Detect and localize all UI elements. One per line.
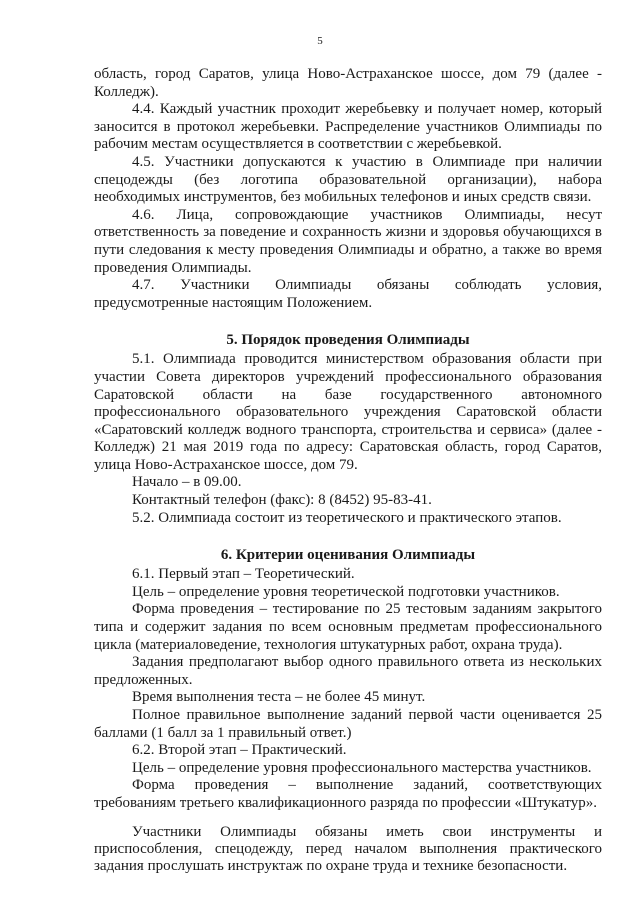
- document-body: [94, 66, 602, 876]
- paragraph-4-7: 4.7. Участники Олимпиады обязаны соблюдать условия, предусмотренные настоящим Положением.: [94, 277, 602, 311]
- section-5-heading: 5. Порядок проведения Олимпиады: [226, 332, 470, 349]
- form-theory: Форма проведения – тестирование по 25 тестовым заданиям закрытого типа и содержит задания по всем основным предметам профессионального цикла (материаловедение, технология штукатурных работ, охрана труда).: [94, 601, 602, 653]
- goal-theory: Цель – определение уровня теоретической подготовки участников.: [132, 583, 560, 600]
- goal-practice: Цель – определение уровня профессионального мастерства участников.: [132, 759, 592, 776]
- paragraph-continuation: область, город Саратов, улица Ново-Астраханское шоссе, дом 79 (далее - Колледж).: [94, 66, 602, 100]
- form-practice: Форма проведения – выполнение заданий, соответствующих требованиям третьего квалификационного разряда по профессии «Штукатур».: [94, 777, 602, 811]
- paragraph-6-2: 6.2. Второй этап – Практический.: [132, 742, 347, 759]
- paragraph-5-2: 5.2. Олимпиада состоит из теоретического и практического этапов.: [132, 509, 562, 526]
- section-6-heading: 6. Критерии оценивания Олимпиады: [220, 547, 476, 564]
- score-note: Полное правильное выполнение заданий первой части оценивается 25 баллами (1 балл за 1 правильный ответ.): [94, 707, 602, 741]
- paragraph-5-1: 5.1. Олимпиада проводится министерством образования области при участии Совета директоров учреждений профессионального образования Саратовской области на базе государственного автономного профессионального образовательного учреждения Саратовской области «Саратовский колледж водного транспорта, строительства и сервиса» (далее - Колледж) 21 мая 2019 года по адресу: Саратовская область, город Саратов, улица Ново-Астраханское шоссе, дом 79.: [94, 351, 602, 473]
- paragraph-4-4: 4.4. Каждый участник проходит жеребьевку и получает номер, который заносится в протокол жеребьевки. Распределение участников Олимпиады по рабочим местам осуществляется в соответствии с жеребьевкой.: [94, 101, 602, 153]
- tasks-note: Задания предполагают выбор одного правильного ответа из нескольких предложенных.: [94, 654, 602, 688]
- tools-note: Участники Олимпиады обязаны иметь свои инструменты и приспособления, спецодежду, перед началом выполнения практического задания прослушать инструктаж по охране труда и технике безопасности.: [94, 823, 602, 875]
- paragraph-4-6: 4.6. Лица, сопровождающие участников Олимпиады, несут ответственность за поведение и сохранность жизни и здоровья обучающихся в пути следования к месту проведения Олимпиады и обратно, а также во время проведения Олимпиады.: [94, 206, 602, 276]
- test-time: Время выполнения теста – не более 45 минут.: [132, 689, 426, 706]
- paragraph-6-1: 6.1. Первый этап – Теоретический.: [132, 566, 355, 583]
- paragraph-4-5: 4.5. Участники допускаются к участию в Олимпиаде при наличии спецодежды (без логотипа образовательной организации), набора необходимых инструментов, без мобильных телефонов и иных средств связи.: [94, 153, 602, 206]
- contact-phone: Контактный телефон (факс): 8 (8452) 95-83-41.: [132, 492, 432, 509]
- page-number: 5: [317, 35, 323, 47]
- start-time: Начало – в 09.00.: [132, 474, 242, 491]
